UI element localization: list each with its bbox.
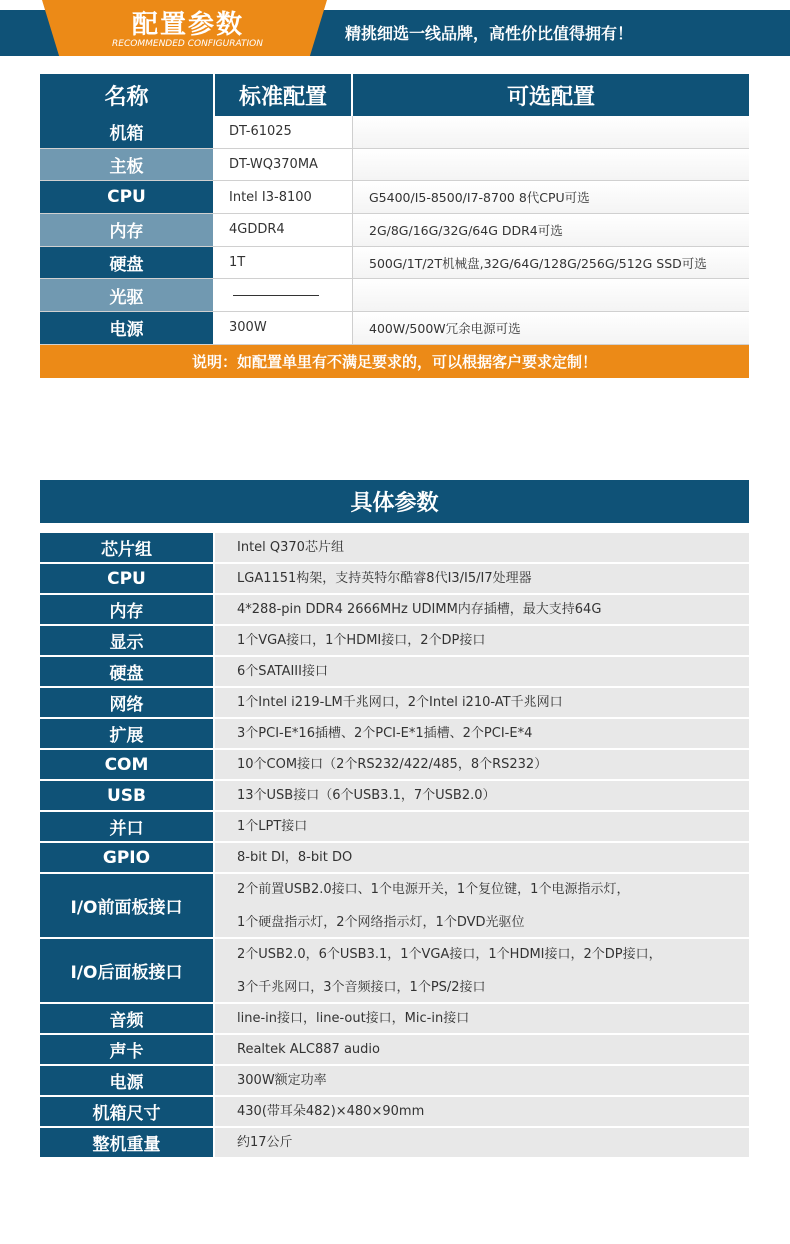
spec-row-value — [215, 564, 749, 593]
spec-row-value — [215, 1097, 749, 1126]
spec-row — [40, 626, 749, 657]
spec-row — [40, 564, 749, 595]
spec-row-value — [215, 750, 749, 779]
spec-row — [40, 939, 749, 1004]
spec-row-line: 1个Intel i219-LM千兆网口，2个Intel i210-AT千兆网口 — [237, 695, 563, 710]
spec-row-line: 2个前置USB2.0接口、1个电源开关，1个复位键，1个电源指示灯， — [237, 881, 630, 897]
spec-row-value — [215, 688, 749, 717]
spec-row-line: 1个VGA接口，1个HDMI接口，2个DP接口 — [237, 633, 486, 648]
config-row — [40, 312, 749, 345]
spec-row-label: 音频 — [40, 1004, 215, 1033]
config-row — [40, 116, 749, 149]
spec-row-value — [215, 843, 749, 872]
spec-row — [40, 1004, 749, 1035]
spec-row-label: COM — [40, 750, 215, 779]
spec-row-label: 显示 — [40, 626, 215, 655]
spec-row-value — [215, 719, 749, 748]
config-row-optional: 500G/1T/2T机械盘,32G/64G/128G/256G/512G SSD可选 — [353, 247, 749, 279]
config-row-optional — [353, 149, 749, 181]
spec-row-label: 内存 — [40, 595, 215, 624]
spec-row — [40, 719, 749, 750]
config-row-standard — [215, 279, 353, 311]
spec-table-body — [40, 533, 749, 1159]
spec-row-label: I/O前面板接口 — [40, 874, 215, 937]
config-row-label: CPU — [40, 181, 215, 213]
spec-row — [40, 1035, 749, 1066]
spec-row-value — [215, 595, 749, 624]
spec-row — [40, 688, 749, 719]
spec-row-line: 10个COM接口（2个RS232/422/485，8个RS232） — [237, 757, 548, 772]
config-row-standard: 1T — [215, 247, 353, 279]
spec-row-label: CPU — [40, 564, 215, 593]
spec-row-value — [215, 1035, 749, 1064]
spec-row-line: 2个USB2.0，6个USB3.1，1个VGA接口，1个HDMI接口，2个DP接口， — [237, 946, 662, 962]
config-row-standard: Intel I3-8100 — [215, 181, 353, 213]
spec-row-label: 机箱尺寸 — [40, 1097, 215, 1126]
spec-row-value — [215, 812, 749, 841]
config-row — [40, 149, 749, 182]
config-row-label: 硬盘 — [40, 247, 215, 279]
spec-row-line: 约17公斤 — [237, 1135, 293, 1150]
banner-title: 配置参数 — [131, 10, 244, 40]
spec-row-label: 并口 — [40, 812, 215, 841]
spec-row — [40, 1097, 749, 1128]
config-row-standard: DT-61025 — [215, 116, 353, 148]
spec-row-value — [215, 939, 749, 1002]
spec-row-label: 电源 — [40, 1066, 215, 1095]
spec-row-label: 声卡 — [40, 1035, 215, 1064]
config-row-standard: 300W — [215, 312, 353, 344]
spec-row-line: Intel Q370芯片组 — [237, 540, 344, 555]
config-table — [40, 74, 749, 378]
dash-line — [233, 295, 319, 296]
spec-row-value — [215, 657, 749, 686]
config-row — [40, 247, 749, 280]
spec-row-label: 网络 — [40, 688, 215, 717]
spec-row-value — [215, 781, 749, 810]
header-standard: 标准配置 — [215, 74, 353, 116]
spec-row — [40, 874, 749, 939]
spec-row — [40, 812, 749, 843]
spec-row-line: 3个千兆网口，3个音频接口，1个PS/2接口 — [237, 979, 486, 995]
spec-row-line: 1个硬盘指示灯，2个网络指示灯，1个DVD光驱位 — [237, 914, 525, 930]
spec-row — [40, 533, 749, 564]
spec-row-line: line-in接口，line-out接口，Mic-in接口 — [237, 1011, 470, 1026]
spec-row — [40, 750, 749, 781]
banner-slogan: 精挑细选一线品牌，高性价比值得拥有！ — [345, 24, 634, 43]
spec-row-label: 芯片组 — [40, 533, 215, 562]
config-row-label: 机箱 — [40, 116, 215, 148]
spec-row — [40, 843, 749, 874]
spec-row-line: 13个USB接口（6个USB3.1，7个USB2.0） — [237, 788, 496, 803]
config-row-standard: DT-WQ370MA — [215, 149, 353, 181]
config-row-label: 内存 — [40, 214, 215, 246]
config-row — [40, 181, 749, 214]
spec-row-label: 硬盘 — [40, 657, 215, 686]
config-note: 说明：如配置单里有不满足要求的，可以根据客户要求定制！ — [40, 345, 749, 378]
header-optional: 可选配置 — [353, 74, 749, 116]
spec-row — [40, 1066, 749, 1097]
config-row-optional — [353, 116, 749, 148]
spec-row-value — [215, 1066, 749, 1095]
config-row-optional: G5400/I5-8500/I7-8700 8代CPU可选 — [353, 181, 749, 213]
config-row-label: 电源 — [40, 312, 215, 344]
spec-row-line: 4*288-pin DDR4 2666MHz UDIMM内存插槽，最大支持64G — [237, 602, 602, 617]
spec-row-label: I/O后面板接口 — [40, 939, 215, 1002]
spec-row — [40, 657, 749, 688]
spec-row-value — [215, 1004, 749, 1033]
config-row-label: 光驱 — [40, 279, 215, 311]
config-row-optional — [353, 279, 749, 311]
spec-row-line: 430(带耳朵482)×480×90mm — [237, 1104, 425, 1119]
spec-row-label: GPIO — [40, 843, 215, 872]
spec-row — [40, 1128, 749, 1159]
spec-row-value — [215, 874, 749, 937]
spec-row-value — [215, 533, 749, 562]
spec-row-line: LGA1151构架，支持英特尔酷睿8代I3/I5/I7处理器 — [237, 571, 532, 586]
spec-title: 具体参数 — [40, 480, 749, 523]
banner-subtitle: RECOMMENDED CONFIGURATION — [112, 39, 263, 49]
spec-row-value — [215, 1128, 749, 1157]
spec-row-label: 整机重量 — [40, 1128, 215, 1157]
spec-row-line: 300W额定功率 — [237, 1073, 327, 1088]
config-row-optional: 2G/8G/16G/32G/64G DDR4可选 — [353, 214, 749, 246]
spec-row-line: 6个SATAIII接口 — [237, 664, 328, 679]
config-row-label: 主板 — [40, 149, 215, 181]
spec-row-value — [215, 626, 749, 655]
spec-table — [40, 480, 749, 1159]
spec-row — [40, 781, 749, 812]
config-row — [40, 214, 749, 247]
spec-row-label: USB — [40, 781, 215, 810]
config-table-header — [40, 74, 749, 116]
config-row-standard: 4GDDR4 — [215, 214, 353, 246]
spec-row-line: Realtek ALC887 audio — [237, 1042, 380, 1057]
config-row-optional: 400W/500W冗余电源可选 — [353, 312, 749, 344]
spec-row-line: 1个LPT接口 — [237, 819, 308, 834]
spec-row-line: 3个PCI-E*16插槽、2个PCI-E*1插槽、2个PCI-E*4 — [237, 726, 533, 741]
spec-row-line: 8-bit DI，8-bit DO — [237, 850, 353, 865]
header-name: 名称 — [40, 74, 215, 116]
spec-row-label: 扩展 — [40, 719, 215, 748]
config-row — [40, 279, 749, 312]
spec-row — [40, 595, 749, 626]
